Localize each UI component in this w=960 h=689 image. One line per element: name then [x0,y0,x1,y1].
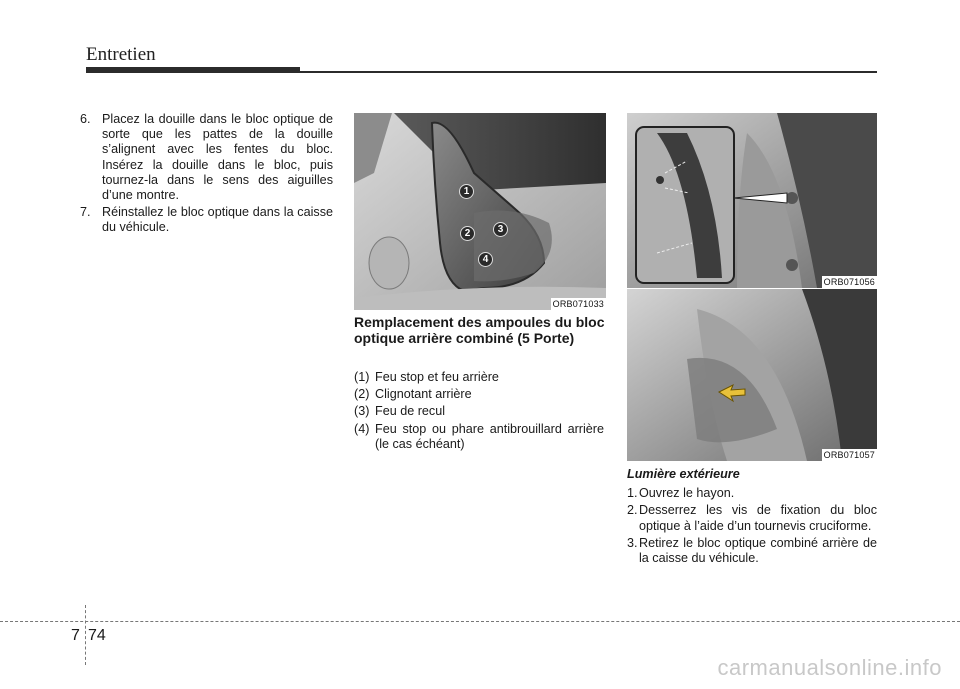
hatch-screws-figure [627,113,877,288]
item-text: Feu stop ou phare antibrouillard arrière (le cas échéant) [375,421,604,451]
item-number: (1) [354,370,370,384]
tail-lamp-figure [354,113,606,310]
item-number: 3. [627,535,638,550]
item-text: Clignotant arrière [375,387,472,402]
list-item [354,404,604,419]
page-number: 74 [88,627,106,644]
callout-4: 4 [478,252,493,267]
item-text: Desserrez les vis de fixation du bloc optique à l’aide d’un tournevis cruciforme. [639,503,877,533]
tail-lamp-illustration [354,113,606,310]
list-item [80,205,333,235]
item-number: 7. [80,205,91,220]
subheading: Lumière extérieure [627,467,740,481]
header-rule [300,71,877,73]
figure-code: ORB071057 [823,450,875,460]
list-item [354,387,604,402]
hatch-screws-illustration [627,113,877,288]
watermark: carmanualsonline.info [717,655,942,680]
list-item [627,503,877,533]
page-header-title: Entretien [86,44,156,65]
item-text: Placez la douille dans le bloc optique de sorte que les pattes de la douille s’alignent avec les fentes du bloc. Insérez la douille dans le bloc, puis tournez-la dans le sens des aiguilles d’une montre. [102,112,333,203]
item-text: Retirez le bloc optique combiné arrière de la caisse du véhicule. [639,535,877,566]
item-text: Feu de recul [375,404,446,419]
figure-code: ORB071033 [552,299,604,309]
footer-divider [85,605,86,665]
lamp-removal-figure [627,289,877,461]
item-number: 2. [627,503,638,518]
list-item [354,370,604,385]
list-item [354,422,604,452]
list-item [80,112,333,203]
item-number: 1. [627,486,638,501]
section-number: 7 [71,627,80,644]
middle-column [354,370,604,454]
item-number: (3) [354,404,370,419]
right-column [627,467,877,568]
lamp-removal-illustration [627,289,877,461]
list-item [627,486,877,501]
item-number: 6. [80,112,91,126]
item-text: Réinstallez le bloc optique dans la caisse du véhicule. [102,205,333,235]
list-item [627,536,877,566]
callout-2: 2 [460,226,475,241]
item-number: (4) [354,421,370,436]
item-text: Ouvrez le hayon. [639,486,735,501]
item-number: (2) [354,387,370,402]
left-column [80,112,333,238]
callout-3: 3 [493,222,508,237]
callout-1: 1 [459,184,474,199]
section-heading: Remplacement des ampoules du bloc optique arrière combiné (5 Porte) [354,314,605,346]
figure-code: ORB071056 [823,277,875,287]
item-text: Feu stop et feu arrière [375,370,499,384]
header-bar [86,67,300,73]
footer-rule [0,621,960,622]
